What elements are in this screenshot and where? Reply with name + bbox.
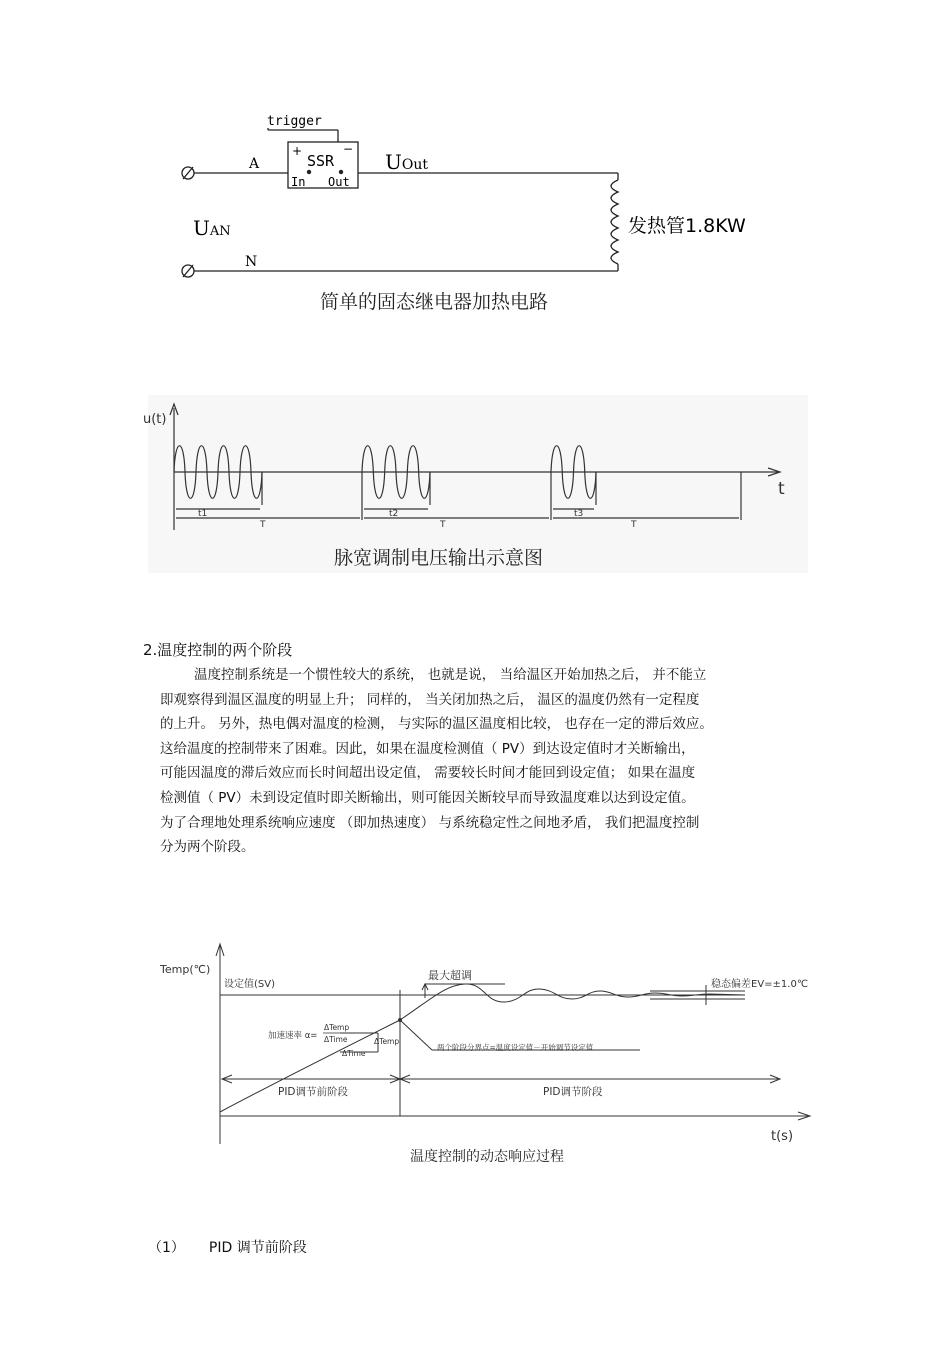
paragraph-line: 的上升。 另外，热电偶对温度的检测， 与实际的温区温度相比较， 也存在一定的滞后效应。 [160,716,713,733]
resp-steady-error-label: 稳态偏差EV=±1.0℃ [711,979,809,990]
paragraph-line: 这给温度的控制带来了困难。因此，如果在温度检测值（ PV）到达设定值时才关断输出， [160,740,695,757]
resp-stage-pid-label: PID调节阶段 [543,1086,603,1098]
u-out-main: U [385,150,402,174]
trigger-label: trigger [267,114,322,129]
response-caption: 温度控制的动态响应过程 [410,1149,564,1165]
pwm-x-label: t [778,479,785,499]
u-an-sub: AN [209,224,231,239]
subsection-number: （1） [148,1240,185,1256]
resp-delta-temp-label: ΔTemp [374,1037,400,1046]
u-out-sub: Out [401,157,428,173]
node-n-label: N [245,254,258,270]
pwm-t2-label: t2 [389,509,399,519]
paragraph-line: 温度控制系统是一个惯性较大的系统， 也就是说， 当给温区开始加热之后， 并不能立 [194,667,707,683]
resp-rate-label: 加速速率 α= [268,1031,318,1041]
temperature-response-diagram [0,930,950,1175]
ssr-plus-label: + [292,144,303,158]
pwm-period-label-3: T [631,520,637,530]
pwm-period-label-1: T [260,520,266,530]
pwm-y-label: u(t) [143,412,167,427]
resp-max-overshoot-label: 最大超调 [428,969,472,982]
ssr-out-label: Out [328,175,350,189]
subsection-heading [148,1237,331,1257]
resp-y-label: Temp(℃) [160,963,211,976]
resp-x-label: t(s) [771,1129,794,1144]
pwm-t1-label: t1 [198,509,208,519]
node-a-label: A [249,156,260,172]
paragraph-line: 为了合理地处理系统响应速度 （即加热速度） 与系统稳定性之间地矛盾， 我们把温度控制 [160,814,700,831]
u-out-label [385,150,428,174]
section-paragraph [160,663,810,860]
section-heading: 2.温度控制的两个阶段 [143,641,293,659]
resp-boundary-label: 两个阶段分界点=温度设定值－开始调节设定值 [437,1043,594,1052]
resp-stage-before-label: PID调节前阶段 [278,1086,349,1098]
pwm-caption: 脉宽调制电压输出示意图 [334,547,544,569]
paragraph-line: 即观察得到温区温度的明显上升； 同样的， 当关闭加热之后， 温区的温度仍然有一定程度 [160,691,700,708]
ssr-in-label: In [291,175,306,189]
u-an-main: U [193,216,210,240]
ssr-minus-label: − [343,142,354,156]
paragraph-line: 分为两个阶段。 [160,839,255,856]
paragraph-line: 检测值（ PV）未到设定值时即关断输出，则可能因关断较早而导致温度难以达到设定值。 [160,789,695,806]
pwm-period-label-2: T [440,520,446,530]
pwm-t3-label: t3 [574,509,584,519]
subsection-title: PID 调节前阶段 [208,1240,307,1256]
heater-label: 发热管1.8KW [628,215,746,237]
resp-frac-num: ΔTemp [324,1023,350,1032]
resp-delta-time-label: ΔTime [342,1049,366,1058]
resp-sv-label: 设定值(SV) [224,979,275,990]
circuit-caption: 简单的固态继电器加热电路 [320,291,549,313]
ssr-circuit-diagram [0,0,950,330]
resp-frac-den: ΔTime [324,1035,348,1044]
paragraph-line: 可能因温度的滞后效应而长时间超出设定值， 需要较长时间才能回到设定值； 如果在温度 [160,765,696,782]
ssr-label: SSR [307,152,335,170]
u-an-label [193,216,231,240]
